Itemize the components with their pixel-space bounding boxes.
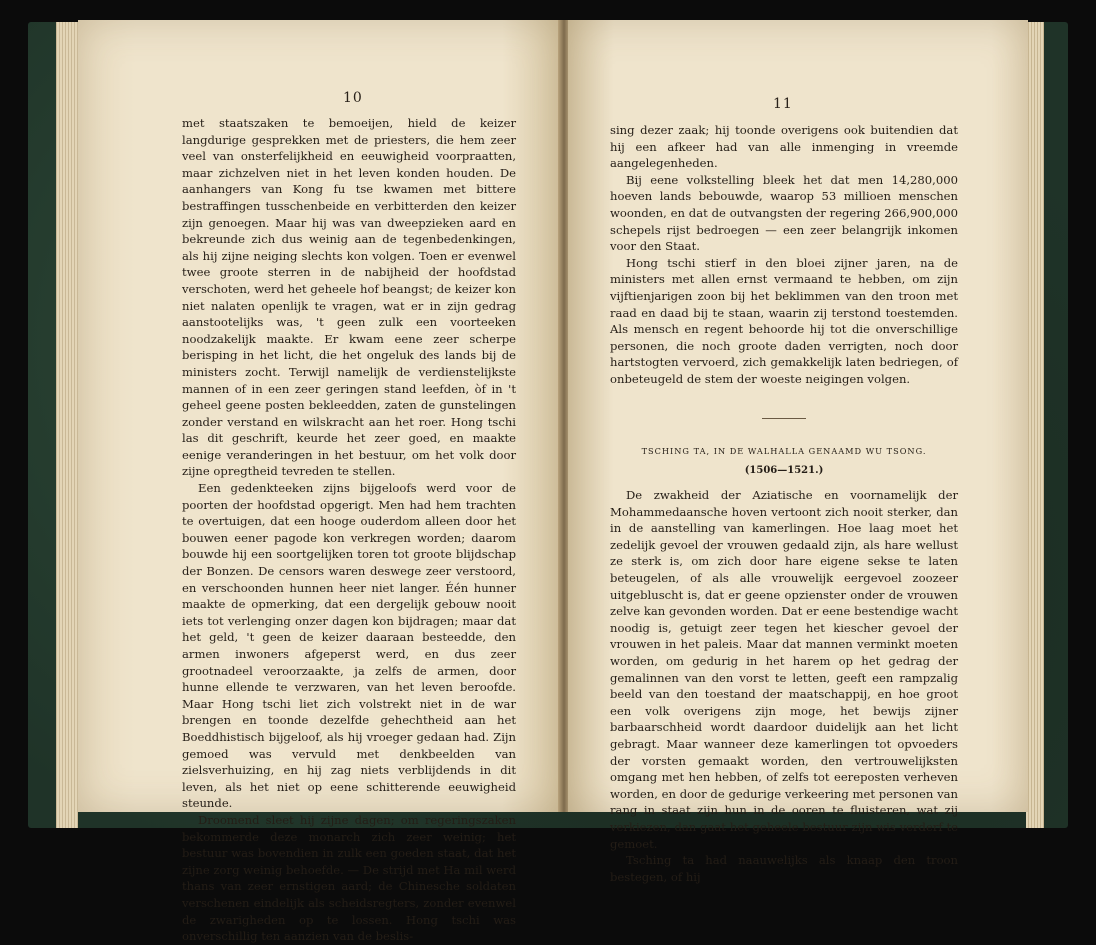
page-number: 11 bbox=[773, 96, 793, 112]
section-divider bbox=[762, 418, 806, 419]
paragraph: Bij eene volkstelling bleek het dat men 14,280,000 hoeven lands bebouwde, waarop 53 millioen menschen woonden, en dat de outvangsten der regering 266,900,000 schepels rijst bedroegen — een zeer belangrijk inkomen voor den Staat. bbox=[610, 172, 958, 254]
paragraph: Tsching ta had naauwelijks als knaap den troon bestegen, of hij bbox=[610, 853, 958, 884]
paragraph: sing dezer zaak; hij toonde overigens ook buitendien dat hij een afkeer had van alle inmenging in vreemde aangelegenheden. bbox=[610, 123, 958, 171]
section-heading: TSCHING TA, IN DE WALHALLA GENAAMD WU TSONG. bbox=[641, 445, 927, 456]
section-years: (1506—1521.) bbox=[744, 464, 824, 476]
page-edges-left bbox=[56, 22, 78, 828]
left-page bbox=[78, 20, 560, 944]
paragraph: Een gedenkteeken zijns bijgeloofs werd voor de poorten der hoofdstad opgerigt. Men had hem trachten te overtuigen, dat een hooge ouderdom alleen door het bouwen eener pagode kon verkregen worden; daarom bouwde hij een soortgelijken toren tot groote blijdschap der Bonzen. De censors waren deswege zeer verstoord, en verschoonden hunnen heer niet langer. Één hunner maakte de opmerking, dat een dergelijk gebouw nooit iets tot verlenging onzer dagen kon bijdragen; maar dat het geld, 't geen de keizer daaraan besteedde, den armen inwoners afgeperst werd, en dus zeer grootnadeel veroorzaakte, ja zelfs de armen, door hunne ellende te verzwaren, van het leven beroofde. Maar Hong tschi liet zich volstrekt niet in de war brengen en toonde dezelfde gehechtheid aan het Boeddhistisch bijgeloof, als hij vroeger gedaan had. Zijn gemoed was vervuld met denkbeelden van zielsverhuizing, en hij zag niets verblijdends in dit leven, als het niet op eene schitterende eeuwigheid steunde. bbox=[182, 481, 516, 811]
paragraph: met staatszaken te bemoeijen, hield de keizer langdurige gesprekken met de priesters, die hem zeer veel van onsterfelijkheid en eeuwigheid voorpraatten, maar zichzelven niet in het leven konden houden. De aanhangers van Kong fu tse kwamen met bittere bestraffingen tusschenbeide en verbitterden den keizer zijn genoegen. Maar hij was van dweepzieken aard en bekreunde zich dus weinig aan de tegenbedenkingen, als hij zijne neiging slechts kon volgen. Toen er evenwel twee groote sterren in de nabijheid der hoofdstad verschoten, werd het geheele hof beangst; de keizer kon niet nalaten openlijk te vragen, wat er in zijn gedrag aanstootelijks was, 't geen zulk een voorteeken noodzakelijk maakte. Er kwam eene zeer scherpe berisping in het licht, die het ongeluk des lands bij de ministers zocht. Terwijl namelijk de verdienstelijkste mannen of in een zeer geringen stand leefden, òf in 't geheel geene posten bekleedden, zaten de gunstelingen zonder verstand en wilskracht aan het roer. Hong tschi las dit geschrift, keurde het zeer goed, en maakte eenige veranderingen in het bestuur, om het volk door zijne opregtheid tevreden te stellen. bbox=[182, 116, 516, 479]
paragraph: De zwakheid der Aziatische en voornamelijk der Mohammedaansche hoven vertoont zich nooit sterker, dan in de aanstelling van kamerlingen. Hoe laag moet het zedelijk gevoel der vrouwen gedaald zijn, als hare wellust ze sterk is, om zich door hare eigene sekse te laten beteugelen, of als alle vrouwelijk eergevoel zoozeer uitgebluscht is, dat er geene opzienster onder de vrouwen zelve kan gevonden worden. Dat er eene bestendige wacht noodig is, getuigt zeer tegen het kiescher gevoel der vrouwen in het paleis. Maar dat mannen verminkt moeten worden, om gedurig in het harem op het gedrag der gemalinnen van den vorst te letten, geeft een rampzalig beeld van den toestand der maatschappij, en hoe groot een volk overigens zijn moge, het bewijs zijner barbaarschheid wordt daardoor duidelijk aan het licht gebragt. Maar wanneer deze kamerlingen tot opvoeders der vorsten gemaakt worden, den vertrouwelijksten omgang met hen hebben, of zelfs tot eereposten verheven worden, en door de gedurige verkeering met personen van rang in staat zijn hun in de ooren te fluisteren, wat zij verkiezen, dan gaat het geheele bestuur zijn wis verderf te gemoet. bbox=[610, 488, 958, 851]
page-body bbox=[182, 115, 516, 945]
right-page bbox=[568, 20, 1028, 884]
page-body bbox=[610, 122, 958, 885]
page-edges-right bbox=[1026, 22, 1044, 828]
paragraph: Droomend sleet hij zijne dagen; om regeringszaken bekommerde deze monarch zich zeer weinig; het bestuur was bovendien in zulk een goeden staat, dat het zijne zorg weinig behoefde. — De strijd met Ha mil werd thans van zeer ernstigen aard; de Chinesche soldaten verschenen eindelijk als scheidsregters, zonder evenwel de zwarigheden op te lossen. Hong tschi was onverschillig ten aanzien van de beslis- bbox=[182, 812, 516, 944]
paragraph: Hong tschi stierf in den bloei zijner jaren, na de ministers met allen ernst vermaand te hebben, om zijn vijftienjarigen zoon bij het beklimmen van den troon met raad en daad bij te staan, waarin zij terstond toestemden. Als mensch en regent behoorde hij tot die onverschillige personen, die noch groote daden verrigten, noch door hartstogten vervoerd, zich gemakkelijk laten bedriegen, of onbeteugeld de stem der woeste neigingen volgen. bbox=[610, 255, 958, 386]
page-number: 10 bbox=[343, 90, 363, 106]
